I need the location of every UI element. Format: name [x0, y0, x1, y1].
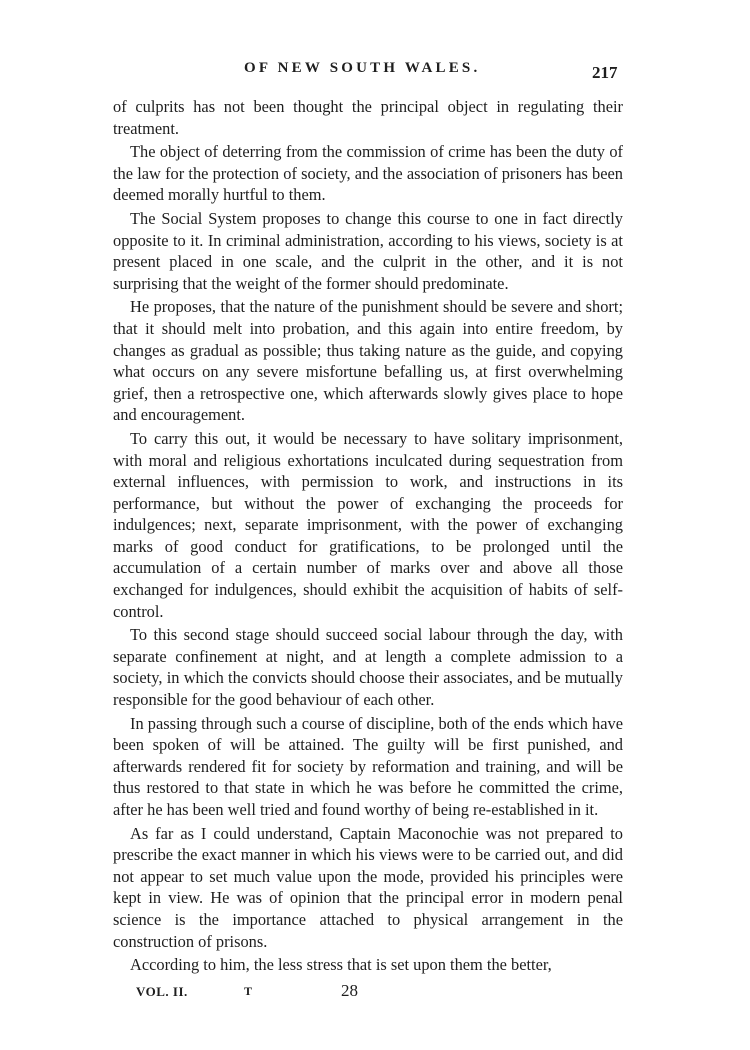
paragraph: The Social System proposes to change this course to one in fact directly opposite to it. In criminal administration, according to his views, society is at present placed in one scale, and the culprit in the other, and it is not surprising that the weight of the former should predominate. [113, 208, 623, 293]
paragraph: According to him, the less stress that is set upon them the better, [130, 955, 552, 975]
gathering-number: 28 [341, 981, 358, 1000]
page-body [113, 96, 623, 978]
signature-mark: T [244, 984, 253, 998]
paragraph: The object of deterring from the commission of crime has been the duty of the law for the protection of society, and the association of prisoners has been deemed morally hurtful to them. [113, 142, 623, 205]
page-number: 217 [592, 63, 618, 82]
paragraph: As far as I could understand, Captain Maconochie was not prepared to prescribe the exact manner in which his views were to be carried out, and did not appear to set much value upon the mode, provided his principles were kept in view. He was of opinion that the principal error in modern penal science is the importance attached to physical arrangement in the construction of prisons. [113, 823, 623, 951]
paragraph: In passing through such a course of discipline, both of the ends which have been spoken of will be attained. The guilty will be first punished, and afterwards rendered fit for society by reformation and training, and will be thus restored to that state in which he was before he committed the crime, after he has been well tried and found worthy of being re-established in it. [113, 713, 623, 819]
paragraph: He proposes, that the nature of the punishment should be severe and short; that it should melt into probation, and this again into entire freedom, by changes as gradual as possible; thus taking nature as the guide, and copying what occurs on any severe misfortune befalling us, at first overwhelming grief, then a retrospective one, which afterwards slowly gives place to hope and encouragement. [113, 297, 623, 425]
volume-marker: VOL. II. [136, 984, 188, 999]
paragraph: of culprits has not been thought the principal object in regulating their treatment. [113, 97, 623, 138]
paragraph: To this second stage should succeed social labour through the day, with separate confinement at night, and at length a complete admission to a society, in which the convicts should choose their associates, and be mutually responsible for the good behaviour of each other. [113, 625, 623, 710]
running-title: OF NEW SOUTH WALES. [244, 60, 481, 76]
paragraph: To carry this out, it would be necessary to have solitary imprisonment, with moral and religious exhortations inculcated during sequestration from external influences, with permission to work, and instructions in its performance, but without the power of exchanging the proceeds for indulgences; next, separate imprisonment, with the power of exchanging marks of good conduct for gratifications, to be prolonged until the accumulation of a certain number of marks over and above all those exchanged for indulgences, should exhibit the acquisition of habits of self-control. [113, 428, 623, 621]
